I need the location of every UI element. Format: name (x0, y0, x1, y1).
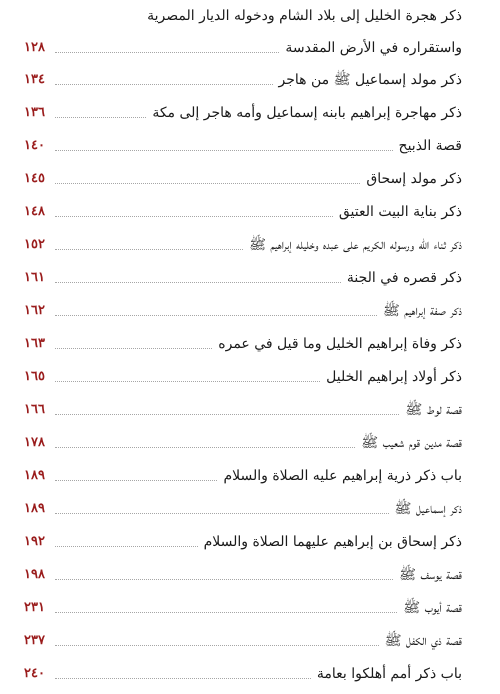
toc-entry-title: قصة مدين قوم شعيب ﷺ (361, 435, 462, 451)
toc-continued-line: ذكر هجرة الخليل إلى بلاد الشام ودخوله الديار المصرية (147, 8, 462, 24)
toc-entry-page: ١٤٨ (24, 204, 45, 219)
toc-entry-page: ١٧٨ (24, 435, 45, 450)
toc-entry-title: باب ذكر أمم أهلكوا بعامة (316, 666, 462, 682)
toc-entry (24, 264, 462, 288)
dot-leader (55, 413, 399, 415)
dot-leader (55, 83, 273, 85)
dot-leader (55, 182, 360, 184)
toc-entry-title: ذكر بناية البيت العتيق (338, 204, 462, 220)
toc-entry-page: ١٣٤ (24, 72, 45, 87)
toc-entry-page: ١٦٣ (24, 336, 45, 351)
dot-leader (55, 281, 341, 283)
toc-entry (24, 297, 462, 321)
toc-entry-page: ١٤٥ (24, 171, 45, 186)
toc-entry (24, 660, 462, 684)
toc-entry (24, 330, 462, 354)
toc-entry-page: ١٦٦ (24, 402, 45, 417)
toc-entry (24, 34, 462, 58)
dot-leader (55, 380, 320, 382)
dot-leader (55, 512, 389, 514)
dot-leader (55, 51, 279, 53)
dot-leader (55, 347, 212, 349)
toc-entry-page: ١٥٢ (24, 237, 45, 252)
toc-entry-page: ١٩٨ (24, 567, 45, 582)
toc-entry-page: ١٢٨ (24, 40, 45, 55)
toc-entry-title: باب ذكر ذرية إبراهيم عليه الصلاة والسلام (223, 468, 462, 484)
toc-entry-title: ذكر صفة إبراهيم ﷺ (382, 303, 462, 319)
toc-entry-title: ذكر أولاد إبراهيم الخليل (326, 369, 462, 385)
dot-leader (55, 644, 379, 646)
toc-entry-title: ذكر وفاة إبراهيم الخليل وما قيل في عمره (218, 336, 462, 352)
toc-entry (24, 231, 462, 255)
toc-entry (24, 627, 462, 651)
dot-leader (55, 248, 243, 250)
toc-entry (24, 165, 462, 189)
dot-leader (55, 149, 393, 151)
toc-entry (24, 99, 462, 123)
toc-entry-page: ١٨٩ (24, 501, 45, 516)
toc-entry (24, 429, 462, 453)
toc-entry-title: قصة يوسف ﷺ (399, 567, 462, 583)
dot-leader (55, 446, 355, 448)
toc-entry-title: ذكر مهاجرة إبراهيم بابنه إسماعيل وأمه هاجر إلى مكة (152, 105, 462, 121)
toc-entry (24, 198, 462, 222)
toc-entry-page: ٢٤٠ (24, 666, 45, 681)
toc-entry (24, 495, 462, 519)
toc-entry (24, 363, 462, 387)
toc-entry-title: ذكر إسماعيل ﷺ (394, 501, 462, 517)
dot-leader (55, 215, 333, 217)
toc-entry-page: ١٩٢ (24, 534, 45, 549)
toc-entry (24, 396, 462, 420)
dot-leader (55, 578, 393, 580)
dot-leader (55, 314, 377, 316)
toc-entry (24, 528, 462, 552)
toc-entry-title: قصة أيوب ﷺ (403, 600, 462, 616)
toc-entry-title: ذكر قصره في الجنة (346, 270, 462, 286)
toc-entry-title: قصة لوط ﷺ (405, 402, 462, 418)
dot-leader (55, 479, 218, 481)
dot-leader (55, 611, 397, 613)
toc-entry (24, 561, 462, 585)
toc-entry-title: ذكر ثناء الله ورسوله الكريم على عبده وخليله إبراهيم ﷺ (249, 237, 462, 253)
toc-entry-title: قصة ذي الكفل ﷺ (384, 633, 462, 649)
toc-entry (24, 462, 462, 486)
toc-entry (24, 66, 462, 90)
toc-entry-page: ١٣٦ (24, 105, 45, 120)
toc-entry-title: ذكر مولد إسماعيل ﷺ من هاجر (278, 72, 462, 88)
toc-entry (24, 132, 462, 156)
dot-leader (55, 545, 198, 547)
toc-entry-page: ١٤٠ (24, 138, 45, 153)
toc-entry (24, 594, 462, 618)
toc-entry-page: ١٦١ (24, 270, 45, 285)
toc-entry-page: ٢٣٧ (24, 633, 45, 648)
toc-entry-title: ذكر مولد إسحاق (366, 171, 462, 187)
toc-entry-page: ١٨٩ (24, 468, 45, 483)
toc-entry-page: ١٦٥ (24, 369, 45, 384)
toc-entry-title: قصة الذبيح (398, 138, 462, 154)
toc-entry-page: ٢٣١ (24, 600, 45, 615)
toc-entry-page: ١٦٢ (24, 303, 45, 318)
dot-leader (55, 116, 146, 118)
dot-leader (55, 677, 311, 679)
toc-entry-title: ذكر إسحاق بن إبراهيم عليهما الصلاة والسلام (203, 534, 462, 550)
toc-entry-title: واستقراره في الأرض المقدسة (285, 40, 462, 56)
